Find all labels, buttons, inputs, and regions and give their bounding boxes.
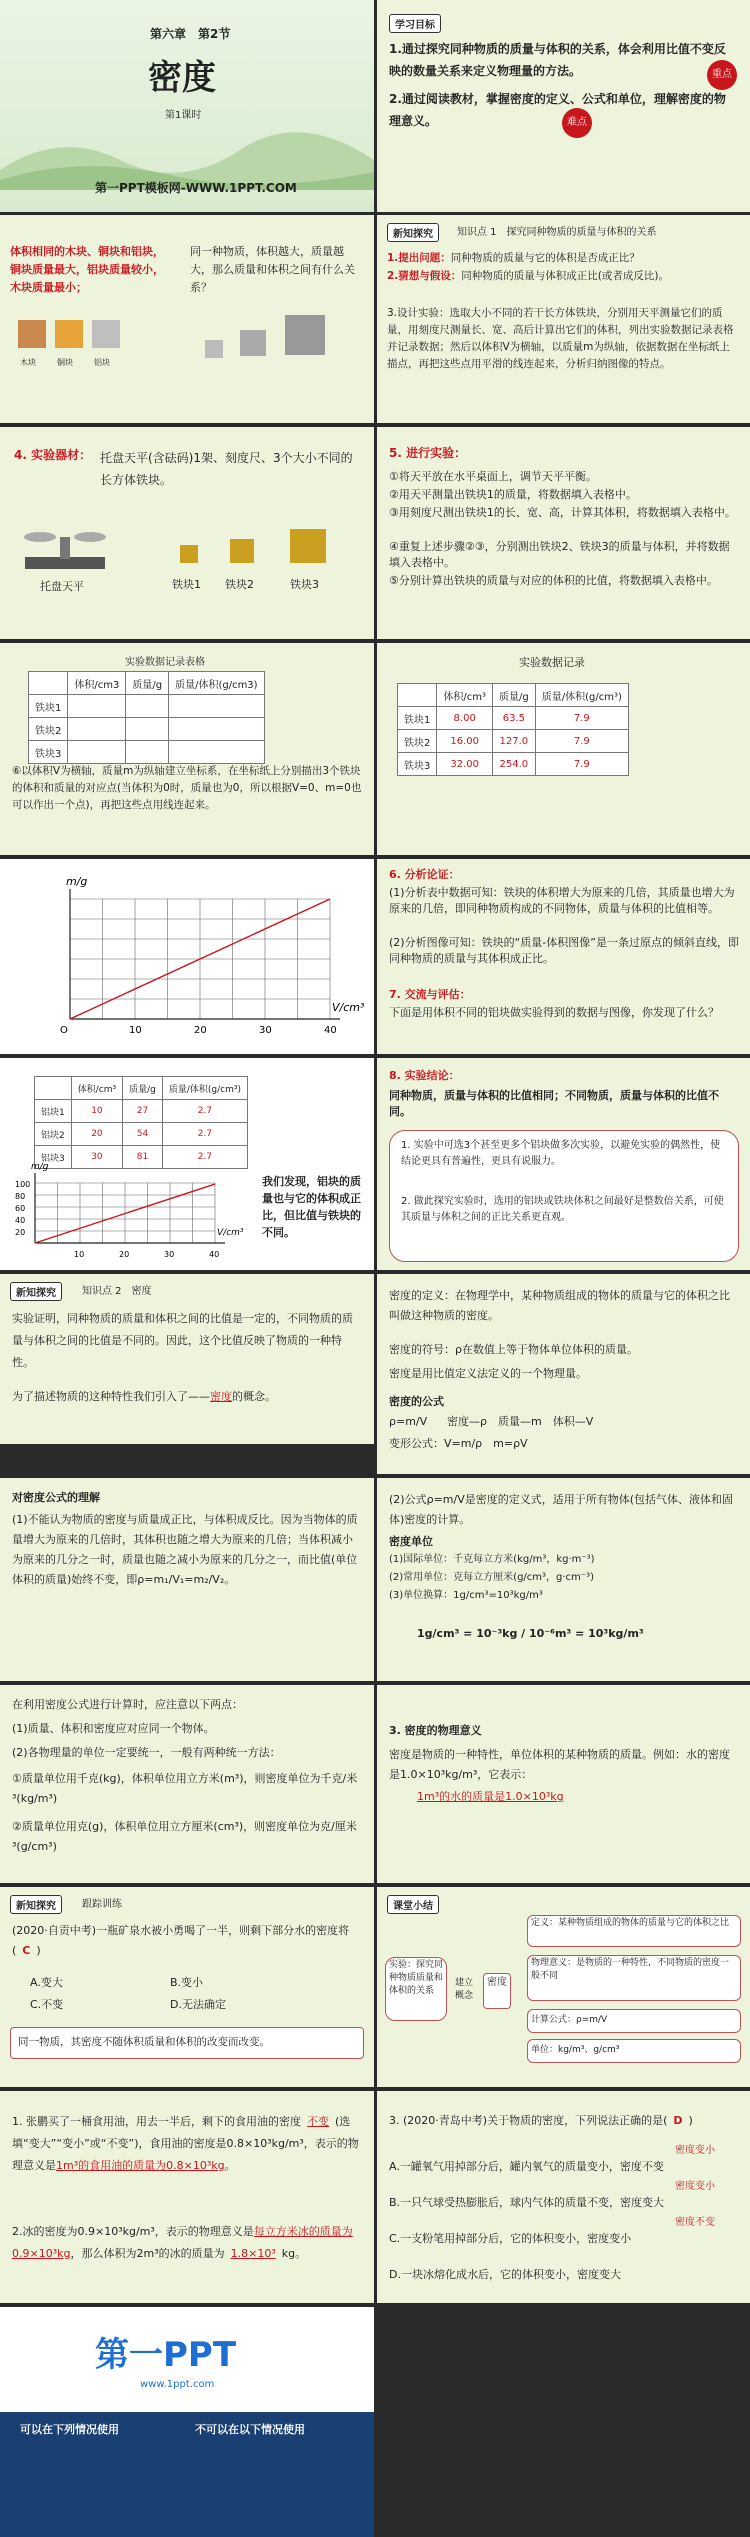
slide-density-definition	[377, 1274, 750, 1474]
y-tick-label: 80	[15, 1192, 26, 1201]
intro-right-text: 同一种物质，体积越大，质量越大，那么质量和体积之间有什么关系？	[190, 245, 355, 294]
unit-conversion: (3)单位换算：1g/cm³=10³kg/m³	[389, 1590, 543, 1601]
slide-intro	[0, 215, 374, 423]
iron-block-2	[230, 539, 254, 563]
conclusion-note-1: 1. 实验中可选3个甚至更多个铝块做多次实验，以避免实验的偶然性，使结论更具有普遍性，更具有说服力。	[401, 1140, 721, 1167]
meaning-example: 1m³的水的质量是1.0×10³kg	[417, 1790, 564, 1803]
meaning-title: 3. 密度的物理意义	[389, 1724, 482, 1737]
unit-conversion-formula: 1g/cm³ = 10⁻³kg / 10⁻⁶m³ = 10³kg/m³	[417, 1627, 644, 1640]
gray-cube-small	[205, 340, 223, 358]
exercise-1: 1. 张鹏买了一桶食用油，用去一半后，剩下的食用油的密度 不变 (选填“变大”“变小”或“不变”)，食用油的密度是0.8×10³kg/m³，表示的物理意义是1m³的食用油的质量为0.8×10³kg。	[12, 2115, 359, 2172]
procedure-line-1: ①将天平放在水平桌面上，调节天平平衡。	[389, 470, 597, 483]
analysis-title: 6. 分析论证：	[389, 868, 460, 881]
analysis-p1: (1)分析表中数据可知：铁块的体积增大为原来的几倍，其质量也增大为原来的几倍，即同种物质构成的不同物体，质量与体积的比值相等。	[389, 886, 735, 915]
label-copper: 铜块	[57, 358, 73, 367]
step-design: 3.设计实验：选取大小不同的若干长方体铁块，分别用天平测量它们的质量，用刻度尺测量长、宽、高后计算出它们的体积，列出实验数据记录表格并记录数据；然后以体积V为横轴，以质量m为纵轴，依据数据在坐标纸上描点，再把这些点用平滑的线连起来，分析归纳图像的特点。	[387, 307, 734, 370]
iron-block-3	[290, 529, 326, 563]
x-tick-label: 40	[324, 1025, 337, 1036]
chapter-label: 第六章 第2节	[150, 27, 231, 41]
slide-summary	[377, 1887, 750, 2087]
copper-block	[55, 320, 83, 348]
x-tick-label: 30	[259, 1025, 272, 1036]
evaluation-title: 7. 交流与评估：	[389, 988, 471, 1001]
summary-b4: 单位：kg/m³、g/cm³	[531, 2045, 620, 2055]
ex3-remark-1: 密度变小	[675, 2145, 715, 2156]
wood-block	[18, 320, 46, 348]
slide-units	[377, 1478, 750, 1681]
x-tick-label: 30	[164, 1250, 175, 1259]
plotting-note: ⑥以体积V为横轴，质量m为纵轴建立坐标系，在坐标纸上分别描出3个铁块的体积和质量的对应点(当体积为0时，质量也为0，所以根据V=0、m=0也可以作出一个点)，再把这些点用线连起来。	[12, 765, 362, 811]
density-method: 密度是用比值定义法定义的一个物理量。	[389, 1367, 587, 1380]
site-label: 第一PPT模板网-WWW.1PPT.COM	[95, 181, 297, 195]
summary-b3: 计算公式：ρ=m/V	[531, 2015, 608, 2025]
slide-main-title: 密度	[148, 58, 216, 98]
difficulty-stamp: 难点	[562, 108, 592, 138]
procedure-line-3: ③用刻度尺测出铁块1的长、宽、高，计算其体积，将数据填入表格中。	[389, 506, 736, 519]
conclusion-note-2: 2. 做此探究实验时，选用的铝块或铁块体积之间最好是整数倍关系，可使其质量与体积之间的正比关系更直观。	[401, 1196, 724, 1223]
gray-cube-medium	[240, 330, 266, 356]
usage-forbidden-title: 不可以在以下情况使用	[195, 2423, 305, 2436]
units-p1: (2)公式ρ=m/V是密度的定义式，适用于所有物体(包括气体、液体和固体)密度的计算。	[389, 1493, 734, 1526]
aluminum-chart	[0, 1158, 260, 1268]
lesson-label: 第1课时	[165, 110, 202, 121]
x-tick-label: 20	[194, 1025, 207, 1036]
label-aluminum: 铝块	[94, 358, 110, 367]
ex3-remark-2: 密度变小	[675, 2181, 715, 2192]
units-title: 密度单位	[389, 1535, 433, 1548]
slide-conclusion	[377, 1058, 750, 1270]
formula-legend: 密度—ρ 质量—m 体积—V	[447, 1415, 594, 1428]
y-tick-label: 20	[15, 1228, 26, 1237]
option-c: C.不变	[30, 1998, 64, 2011]
knowledge-point-2: 知识点 2 密度	[82, 1286, 152, 1297]
option-d: D.无法确定	[170, 1998, 226, 2011]
option-a: A.变大	[30, 1976, 63, 1989]
ex3-option-a: A.一罐氧气用掉部分后，罐内氧气的质量变小，密度不变	[389, 2160, 664, 2173]
y-tick-label: 40	[15, 1216, 26, 1225]
option-b: B.变小	[170, 1976, 204, 1989]
slide-title	[0, 0, 374, 212]
step-question: 1.提出问题：同种物质的质量与它的体积是否成正比？	[387, 252, 640, 264]
aluminum-data-table: 体积/cm³ 质量/g 质量/体积(g/cm³) 铝块1 10 27 2.7 铝块2 20 54 2.7 铝块3 30 81 2.7	[34, 1076, 248, 1169]
knowledge-point-1: 知识点 1 探究同种物质的质量与体积的关系	[457, 227, 657, 238]
aluminum-note: 我们发现，铝块的质量也与它的体积成正比，但比值与铁块的不同。	[262, 1175, 361, 1239]
new-knowledge-tag-3: 新知探究	[10, 1895, 62, 1914]
summary-b1: 定义：某种物质组成的物体的质量与它的体积之比	[531, 1918, 730, 1928]
goal-2: 2.通过阅读教材，掌握密度的定义、公式和单位，理解密度的物理意义。	[389, 92, 726, 128]
conclusion-title: 8. 实验结论：	[389, 1069, 460, 1082]
slide-exercise-3	[377, 2091, 750, 2303]
formula-variants: 变形公式：V=m/ρ m=ρV	[389, 1437, 528, 1450]
y-axis-label: m/g	[66, 875, 88, 888]
practice-label: 跟踪训练	[82, 1899, 122, 1910]
slide-physical-meaning	[377, 1685, 750, 1883]
empty-table-caption: 实验数据记录表格	[125, 657, 205, 668]
brand-logo: 第一PPT	[95, 2335, 237, 2375]
calc-p3: ①质量单位用千克(kg)，体积单位用立方米(m³)，则密度单位为千克/米³(kg/m³)	[12, 1772, 358, 1805]
formula-main: ρ=m/V	[389, 1415, 428, 1428]
usage-allowed-title: 可以在下列情况使用	[20, 2423, 119, 2436]
procedure-line-2: ②用天平测量出铁块1的质量，将数据填入表格中。	[389, 488, 637, 501]
slide-procedure	[377, 427, 750, 639]
block-label-1: 铁块1	[172, 578, 201, 591]
iron-block-1	[180, 545, 198, 563]
x-tick-label: 10	[129, 1025, 142, 1036]
equipment-title: 4. 实验器材：	[14, 448, 92, 462]
slide-experiment-design	[377, 215, 750, 423]
goal-1: 1.通过探究同种物质的质量与体积的关系，体会利用比值不变反映的数量关系来定义物理量的方法。	[389, 42, 726, 78]
origin-label: O	[60, 1025, 68, 1036]
procedure-line-5: ⑤分别计算出铁块的质量与对应的体积的比值，将数据填入表格中。	[389, 574, 718, 587]
balance-label: 托盘天平	[40, 580, 84, 593]
slide-analysis	[377, 859, 750, 1054]
iron-data-table: 体积/cm³ 质量/g 质量/体积(g/cm³) 铁块1 8.00 63.5 7.9 铁块2 16.00 127.0 7.9 铁块3 32.00 254.0 7.9	[397, 683, 629, 776]
slide-formula-understanding	[0, 1478, 374, 1681]
blank-right-bottom	[377, 2307, 750, 2537]
density-symbol: 密度的符号：ρ在数值上等于物体单位体积的质量。	[389, 1343, 638, 1356]
understanding-title: 对密度公式的理解	[12, 1491, 100, 1504]
new-knowledge-tag-2: 新知探究	[10, 1282, 62, 1301]
unit-si: (1)国际单位：千克每立方米(kg/m³，kg·m⁻³)	[389, 1554, 595, 1565]
ex3-option-b: B.一只气球受热膨胀后，球内气体的质量不变，密度变大	[389, 2196, 665, 2209]
calc-p4: ②质量单位用克(g)，体积单位用立方厘米(cm³)，则密度单位为克/厘米³(g/cm³)	[12, 1820, 357, 1853]
slide-practice	[0, 1887, 374, 2087]
slide-equipment	[0, 427, 374, 639]
procedure-line-4: ④重复上述步骤②③，分别测出铁块2、铁块3的质量与体积，并将数据填入表格中。	[389, 540, 730, 569]
slide-data-record	[377, 643, 750, 855]
calc-p1: (1)质量、体积和密度应对应同一个物体。	[12, 1722, 215, 1735]
summary-mid-2: 密度	[487, 1977, 507, 1988]
slide-aluminum	[0, 1058, 374, 1270]
new-knowledge-tag: 新知探究	[387, 223, 439, 242]
y-axis-label: m/g	[31, 1162, 49, 1172]
calc-p0: 在利用密度公式进行计算时，应注意以下两点：	[12, 1698, 243, 1711]
density-intro-p2: 为了描述物质的这种特性我们引入了——密度的概念。	[12, 1390, 276, 1403]
data-record-caption: 实验数据记录	[519, 656, 585, 669]
gray-cube-large	[285, 315, 325, 355]
slide-empty-table	[0, 643, 374, 855]
analysis-p2: (2)分析图像可知：铁块的“质量-体积图像”是一条过原点的倾斜直线，即同种物质的质量与其体积成正比。	[389, 936, 739, 965]
slide-footer-brand	[0, 2307, 374, 2537]
slide-calc-notes	[0, 1685, 374, 1883]
x-axis-label: V/cm³	[217, 1228, 244, 1238]
y-tick-label: 100	[15, 1180, 31, 1189]
iron-chart	[0, 859, 374, 1054]
summary-tag: 课堂小结	[387, 1895, 439, 1914]
exercise-3: 3. (2020·青岛中考)关于物质的密度，下列说法正确的是( D )	[389, 2114, 693, 2127]
balance-icon	[20, 522, 110, 572]
mountain-decoration	[0, 110, 374, 190]
empty-data-table: 体积/cm3 质量/g 质量/体积(g/cm3) 铁块1 铁块2 铁块3	[28, 671, 265, 764]
ex3-option-c: C.一支粉笔用掉部分后，它的体积变小，密度变小	[389, 2232, 632, 2245]
goals-tag: 学习目标	[389, 14, 441, 33]
block-label-2: 铁块2	[225, 578, 254, 591]
formula-title: 密度的公式	[389, 1395, 444, 1408]
evaluation-p: 下面是用体积不同的铝块做实验得到的数据与图像，你发现了什么？	[389, 1006, 719, 1019]
practice-question: (2020·自贡中考)一瓶矿泉水被小勇喝了一半，则剩下部分水的密度将( C )	[12, 1924, 350, 1957]
density-definition: 密度的定义：在物理学中，某种物质组成的物体的质量与它的体积之比叫做这种物质的密度。	[389, 1289, 730, 1322]
x-axis-label: V/cm³	[332, 1001, 365, 1014]
aluminum-block	[92, 320, 120, 348]
practice-note: 同一物质，其密度不随体积质量和体积的改变而改变。	[18, 2036, 270, 2048]
block-label-3: 铁块3	[290, 578, 319, 591]
meaning-body: 密度是物质的一种特性，单位体积的某种物质的质量。例如：水的密度是1.0×10³kg/m³，它表示：	[389, 1748, 730, 1781]
slide-exercise-1-2	[0, 2091, 374, 2303]
label-wood: 木块	[20, 358, 36, 367]
step-hypothesis: 2.猜想与假设：同种物质的质量与体积成正比(或者成反比)。	[387, 270, 669, 282]
x-tick-label: 10	[74, 1250, 85, 1259]
key-point-stamp: 重点	[707, 60, 737, 90]
exercise-2: 2.冰的密度为0.9×10³kg/m³，表示的物理意义是每立方米冰的质量为0.9×10³kg，那么体积为2m³的冰的质量为 1.8×10³ kg。	[12, 2225, 353, 2260]
summary-left: 实验：探究同种物质质量和体积的关系	[389, 1960, 444, 1996]
procedure-title: 5. 进行实验：	[389, 446, 467, 460]
slide-iron-chart	[0, 859, 374, 1054]
slide-density-intro	[0, 1274, 374, 1444]
ex3-remark-3: 密度不变	[675, 2217, 715, 2228]
density-intro-p1: 实验证明，同种物质的质量和体积之间的比值是一定的，不同物质的质量与体积之间的比值是不同的。因此，这个比值反映了物质的一种特性。	[12, 1312, 353, 1369]
x-tick-label: 40	[209, 1250, 220, 1259]
conclusion-text: 同种物质，质量与体积的比值相同；不同物质，质量与体积的比值不同。	[389, 1089, 719, 1118]
unit-common: (2)常用单位：克每立方厘米(g/cm³，g·cm⁻³)	[389, 1572, 594, 1583]
brand-url: www.1ppt.com	[140, 2379, 215, 2390]
slide-goals	[377, 0, 750, 212]
equipment-body: 托盘天平(含砝码)1架、刻度尺、3个大小不同的长方体铁块。	[100, 451, 353, 487]
summary-mid-1: 建立概念	[455, 1978, 474, 2001]
ex3-option-d: D.一块冰熔化成水后，它的体积变小，密度变大	[389, 2268, 621, 2281]
calc-p2: (2)各物理量的单位一定要统一，一般有两种统一方法：	[12, 1746, 281, 1759]
summary-b2: 物理意义：是物质的一种特性，不同物质的密度一般不同	[531, 1958, 730, 1981]
intro-left-text: 体积相同的木块、铜块和铝块，铜块质量最大，铝块质量较小，木块质量最小；	[10, 245, 164, 294]
x-tick-label: 20	[119, 1250, 130, 1259]
y-tick-label: 60	[15, 1204, 26, 1213]
understanding-body: (1)不能认为物质的密度与质量成正比，与体积成反比。因为当物体的质量增大为原来的几倍时，其体积也随之增大为原来的几倍；当体积减小为原来的几分之一时，质量也随之减小为原来的几分之一，而比值(单位体积的质量)始终不变，即ρ=m₁/V₁=m₂/V₂。	[12, 1513, 358, 1586]
